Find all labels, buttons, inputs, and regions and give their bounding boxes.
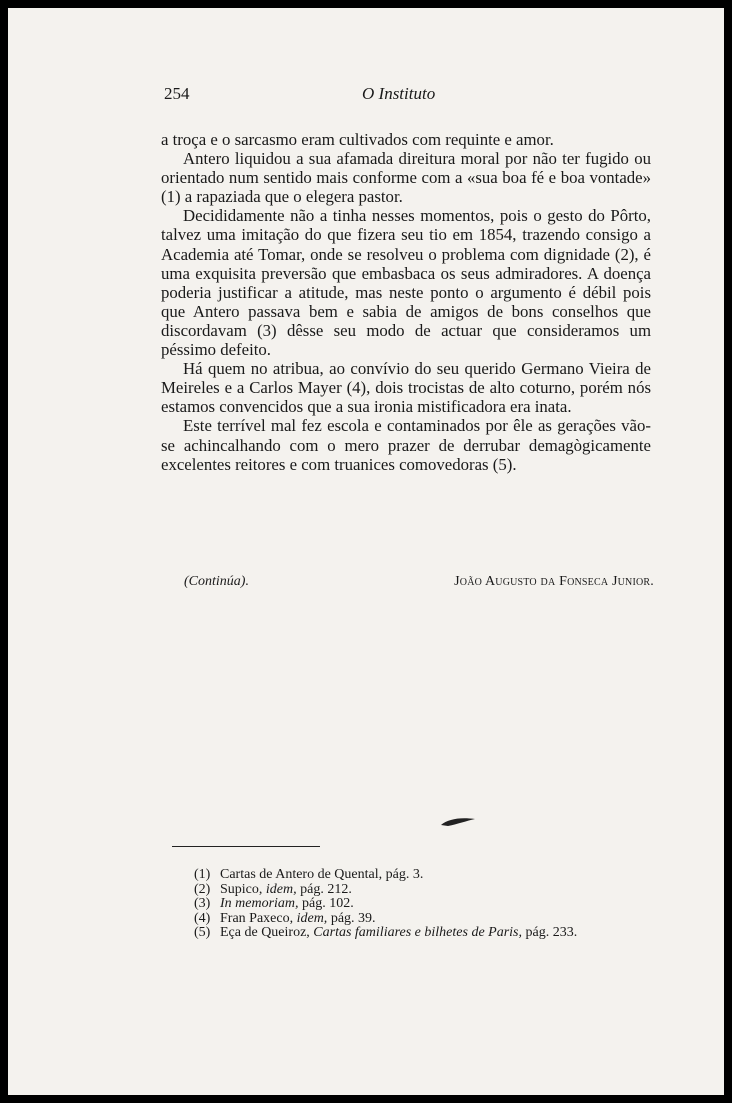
footnote-title: idem, (265, 881, 297, 897)
footnote-mark: (2) (194, 881, 211, 897)
footnote (194, 868, 654, 883)
footnote-title: idem, (296, 910, 328, 926)
footnote-mark: (3) (194, 896, 211, 912)
paragraph: Há quem no atribua, ao convívio do seu querido Germano Vieira de Meireles e a Carlos Mayer (4), dois trocistas de alto coturno, porém nós estamos convencidos que a sua ironia mistificadora era inata. (161, 359, 651, 417)
page-number: 254 (164, 84, 190, 103)
footnote (194, 912, 654, 927)
scanned-page (8, 8, 724, 1095)
paragraph: Este terrível mal fez escola e contaminados por êle as gerações vão-se achincalhando com o mero prazer de derrubar demagògicamente excelentes reitores e com truanices comovedoras (5). (161, 416, 651, 474)
footnote-mark: (1) (194, 867, 211, 882)
footnote-title: In memoriam, (220, 896, 299, 912)
article-signature (184, 574, 654, 594)
paragraph: a troça e o sarcasmo eram cultivados com requinte e amor. (161, 130, 554, 149)
footnote-mark: (4) (194, 910, 211, 926)
footnote-page: pág. 102. (302, 896, 354, 912)
footnote-divider (172, 846, 320, 847)
paragraph: Decididamente não a tinha nesses momentos, pois o gesto do Pôrto, talvez uma imitação do que fizera seu tio em 1854, trazendo consigo a Academia até Tomar, onde se resolveu o problema com dignidade (2), é uma exquisita preversão que embasbaca os seus admiradores. A doença poderia justificar a atitude, mas neste ponto o argumento é débil pois que Antero passava bem e sabia de amigos de bons conselhos que discordavam (3) dêsse seu modo de actuar que consideramos um péssimo defeito. (161, 206, 651, 360)
running-title: O Instituto (362, 84, 436, 103)
footnote-page: pág. 212. (300, 881, 352, 897)
footnote-source: Supico, (220, 881, 263, 897)
body-text (161, 130, 651, 474)
footnote-mark: (5) (194, 925, 211, 941)
footnotes (194, 868, 654, 941)
ornament-icon (440, 816, 476, 828)
footnote-title: Cartas familiares e bilhetes de Paris, (313, 925, 522, 941)
footnote (194, 926, 654, 941)
footnote (194, 897, 654, 912)
continued-note: (Continúa). (184, 574, 249, 589)
footnote-text: Cartas de Antero de Quental, pág. 3. (220, 867, 424, 882)
paragraph: Antero liquidou a sua afamada direitura moral por não ter fugido ou orientado num sentido mais conforme com a «sua boa fé e boa vontade» (1) a rapaziada que o elegera pastor. (161, 149, 651, 207)
footnote-page: pág. 39. (330, 910, 376, 926)
page-header (164, 84, 654, 108)
footnote-source: Fran Paxeco, (220, 910, 294, 926)
footnote-source: Eça de Queiroz, (220, 925, 310, 941)
footnote (194, 883, 654, 898)
footnote-page: pág. 233. (525, 925, 578, 941)
author-name: João Augusto da Fonseca Junior. (454, 574, 654, 589)
